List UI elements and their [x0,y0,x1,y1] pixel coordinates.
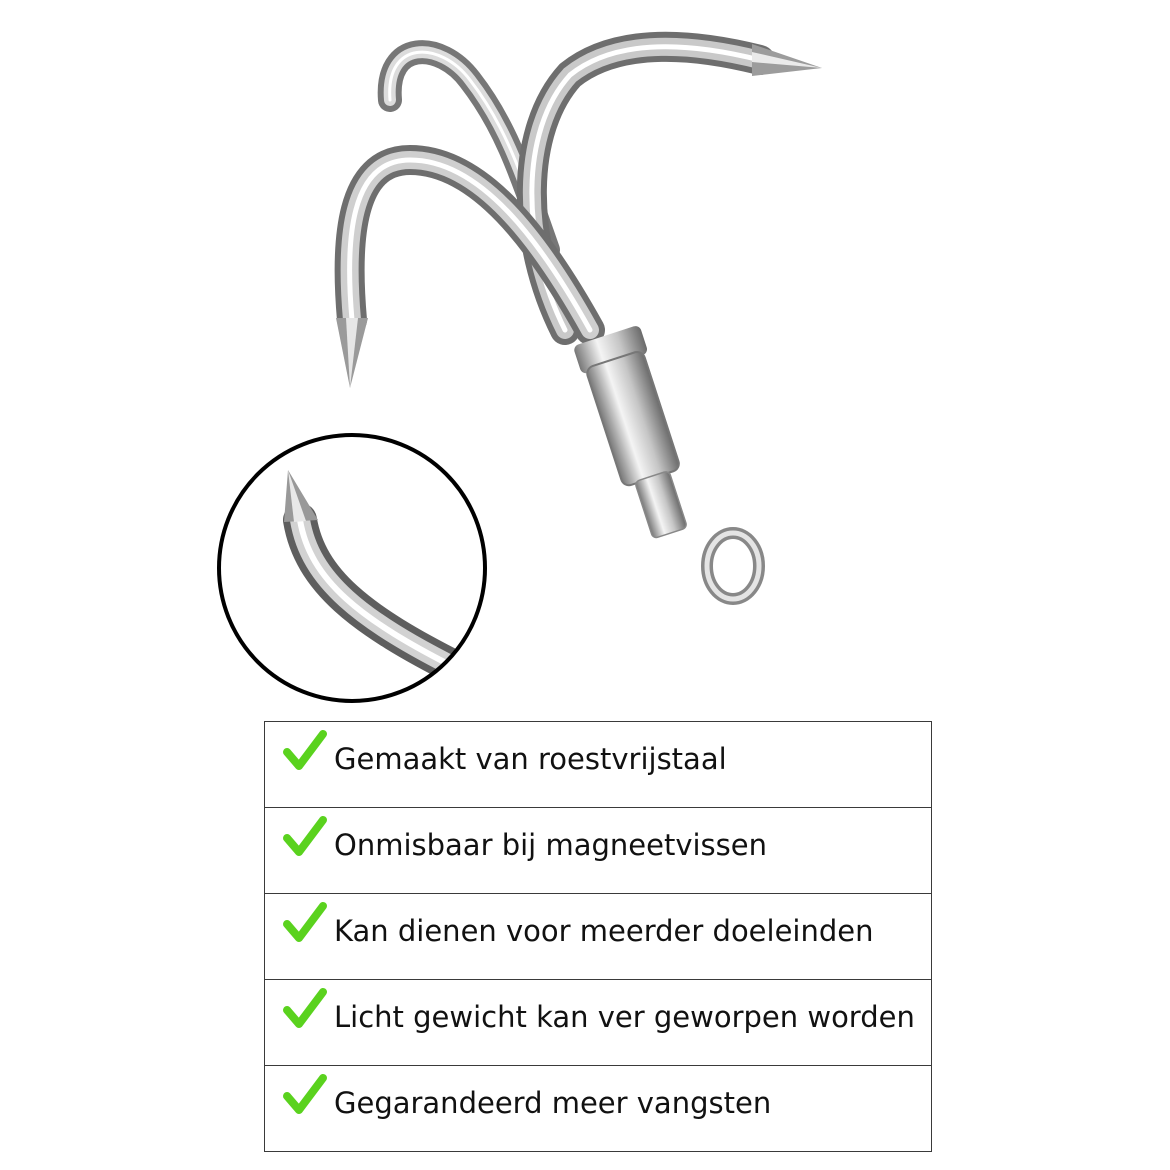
feature-text: Onmisbaar bij magneetvissen [334,828,767,862]
feature-text: Kan dienen voor meerder doeleinden [334,914,874,948]
feature-text: Gegarandeerd meer vangsten [334,1086,772,1120]
check-icon [281,728,329,776]
feature-row [265,808,932,894]
check-icon [281,900,329,948]
feature-row [265,980,932,1066]
check-icon [281,986,329,1034]
feature-row [265,894,932,980]
feature-cell [265,808,932,894]
check-icon [281,1072,329,1120]
feature-row [265,722,932,808]
feature-text: Licht gewicht kan ver geworpen worden [334,1000,915,1034]
check-icon [281,814,329,862]
feature-cell [265,894,932,980]
feature-cell [265,722,932,808]
feature-list [264,721,932,1152]
feature-cell [265,980,932,1066]
feature-cell [265,1066,932,1152]
feature-row [265,1066,932,1152]
hook-tip-zoom [219,435,485,701]
feature-text: Gemaakt van roestvrijstaal [334,742,727,776]
